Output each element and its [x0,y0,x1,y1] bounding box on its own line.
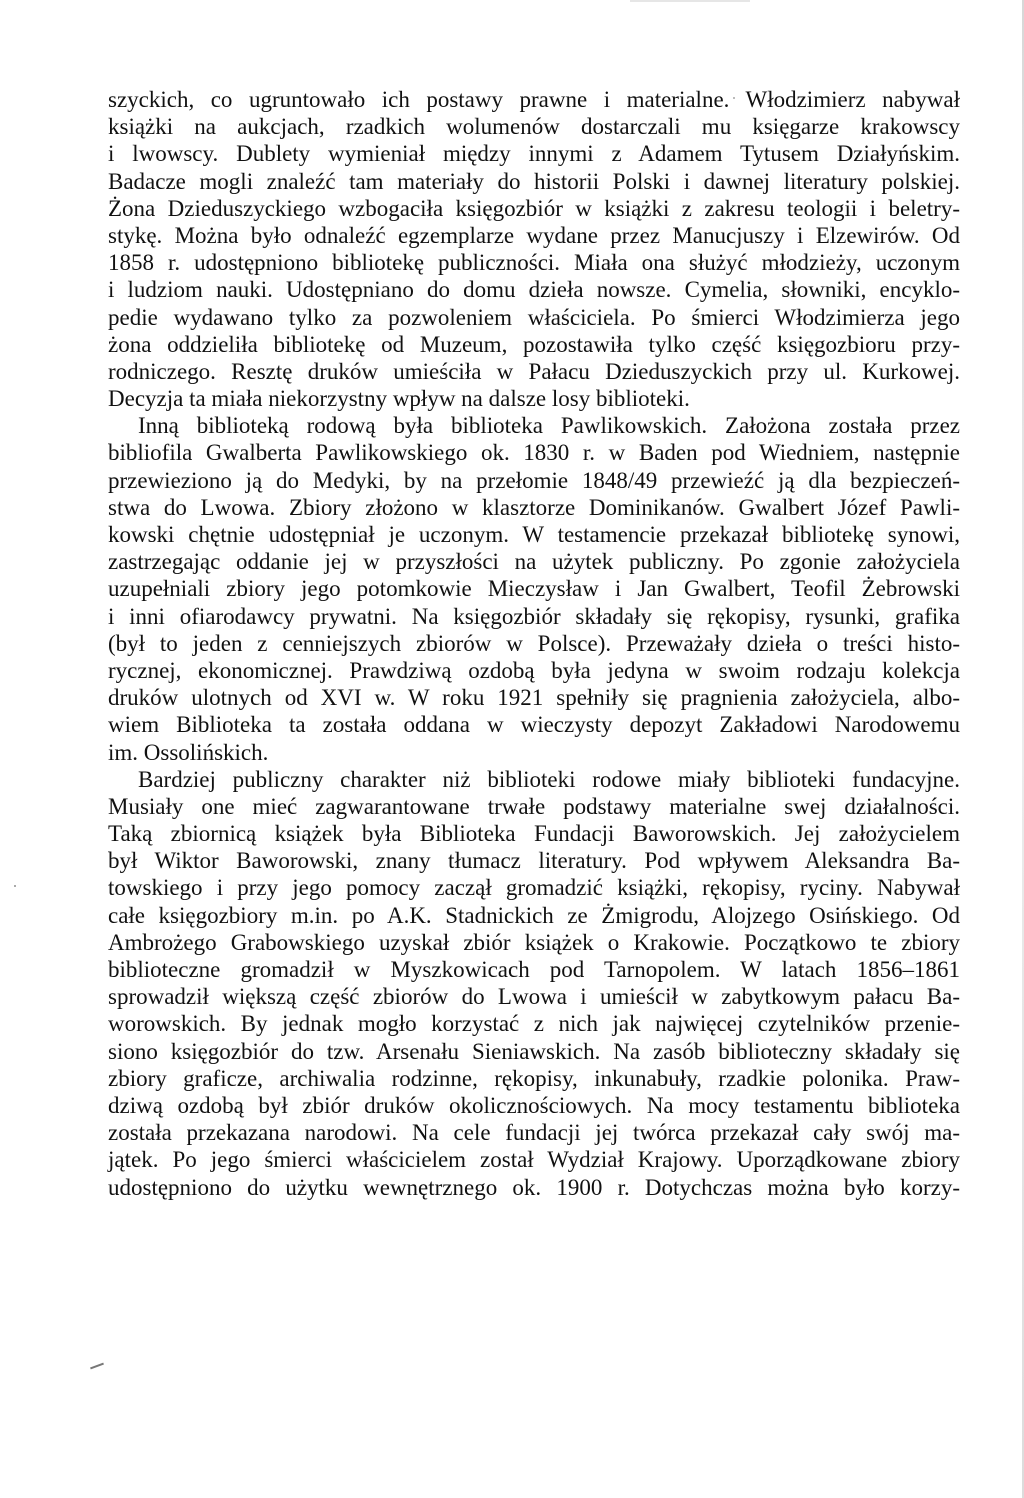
text-line: Musiały one mieć zagwarantowane trwałe podstawy materialne swej działalności. [108,793,960,819]
text-line: Ambrożego Grabowskiego uzyskał zbiór książek o Krakowie. Początkowo te zbiory [108,929,960,955]
text-line: 1858 r. udostępniono bibliotekę publiczności. Miała ona służyć młodzieży, uczonym [108,250,960,276]
text-line: im. Ossolińskich. [108,739,269,765]
text-line: siono księgozbiór do tzw. Arsenału Sieniawskich. Na zasób biblioteczny składały się [108,1038,960,1064]
text-line: Taką zbiornicą książek była Biblioteka Fundacji Baworowskich. Jej założycielem [108,821,960,847]
text-line: została przekazana narodowi. Na cele fundacji jej twórca przekazał cały swój ma- [108,1120,960,1146]
text-line: przewieziono ją do Medyki, by na przełomie 1848/49 przewieźć ją dla bezpieczeń- [108,467,960,493]
text-line: pedie wydawano tylko za pozwoleniem właściciela. Po śmierci Włodzimierza jego [108,304,960,330]
text-line: Decyzja ta miała niekorzystny wpływ na dalsze losy biblioteki. [108,386,690,412]
text-line: i ludziom nauki. Udostępniano do domu dzieła nowsze. Cymelia, słowniki, encyklo- [108,277,960,303]
text-line: książki na aukcjach, rzadkich wolumenów dostarczali mu księgarze krakowscy [108,114,960,140]
text-line: zastrzegając oddanie jej w przyszłości na użytek publiczny. Po zgonie założyciela [108,549,960,575]
text-line: udostępniono do użytku wewnętrznego ok. 1900 r. Dotychczas można było korzy- [108,1174,960,1200]
text-line: worowskich. By jednak mogło korzystać z nich jak najwięcej czytelników przenie- [108,1011,960,1037]
text-line: sprowadził większą część zbiorów do Lwowa i umieścił w zabytkowym pałacu Ba- [108,984,960,1010]
text-line: żona oddzieliła bibliotekę od Muzeum, pozostawiła tylko część księgozbioru przy- [108,331,960,357]
text-line: biblioteczne gromadził w Myszkowicach pod Tarnopolem. W latach 1856–1861 [108,957,960,982]
text-line: Badacze mogli znaleźć tam materiały do historii Polski i dawnej literatury polskiej. [108,168,960,194]
text-line: rodniczego. Resztę druków umieściła w Pałacu Dzieduszyckich przy ul. Kurkowej. [108,358,960,384]
text-line: druków ulotnych od XVI w. W roku 1921 spełniły się pragnienia założyciela, albo- [108,685,960,711]
scan-edge-mark-top [630,0,750,2]
text-line: wiem Biblioteka ta została oddana w wieczysty depozyt Zakładowi Narodowemu [108,712,960,738]
text-line: i lwowscy. Dublety wymieniał między innymi z Adamem Tytusem Działyńskim. [108,141,960,167]
paragraph-first-line: Bardziej publiczny charakter niż biblioteki rodowe miały biblioteki fundacyjne. [138,766,960,792]
text-line: dziwą ozdobą był zbiór druków okolicznościowych. Na mocy testamentu biblioteka [108,1092,960,1118]
text-line: Żona Dzieduszyckiego wzbogaciła księgozbiór w książki z zakresu teologii i beletry- [108,195,960,221]
text-line: towskiego i przy jego pomocy zaczął gromadzić książki, rękopisy, ryciny. Nabywał [108,875,960,901]
body-text [108,86,960,1201]
text-line: i inni ofiarodawcy prywatni. Na księgozbiór składały się rękopisy, rysunki, grafika [108,603,960,629]
text-line: stykę. Można było odnaleźć egzemplarze wydane przez Manucjuszy i Elzewirów. Od [108,222,960,248]
text-line: jątek. Po jego śmierci właścicielem został Wydział Krajowy. Uporządkowane zbiory [108,1147,960,1173]
text-line: stwa do Lwowa. Zbiory złożono w klasztorze Dominikanów. Gwalbert Józef Pawli- [108,494,960,520]
text-line: całe księgozbiory m.in. po A.K. Stadnickich ze Żmigrodu, Alojzego Osińskiego. Od [108,902,960,928]
scan-speck [14,885,16,887]
text-line: zbiory graficze, archiwalia rodzinne, rękopisy, inkunabuły, rzadkie polonika. Praw- [108,1065,960,1091]
text-line: kowski chętnie udostępniał je uczonym. W testamencie przekazał bibliotekę synowi, [108,522,960,547]
text-line: uzupełniali zbiory jego potomkowie Mieczysław i Jan Gwalbert, Teofil Żebrowski [108,576,960,602]
text-line: rycznej, ekonomicznej. Prawdziwą ozdobą była jedyna w swoim rodzaju kolekcja [108,657,960,683]
scan-speck [90,1363,104,1370]
paragraph-first-line: Inną biblioteką rodową była biblioteka Pawlikowskich. Założona została przez [138,413,960,439]
text-line: bibliofila Gwalberta Pawlikowskiego ok. 1830 r. w Baden pod Wiedniem, następnie [108,440,960,466]
text-line: był Wiktor Baworowski, znany tłumacz literatury. Pod wpływem Aleksandra Ba- [108,848,960,874]
text-line: (był to jeden z cenniejszych zbiorów w Polsce). Przeważały dzieła o treści histo- [108,630,960,656]
text-line: szyckich, co ugruntowało ich postawy prawne i materialne. Włodzimierz nabywał [108,87,960,112]
